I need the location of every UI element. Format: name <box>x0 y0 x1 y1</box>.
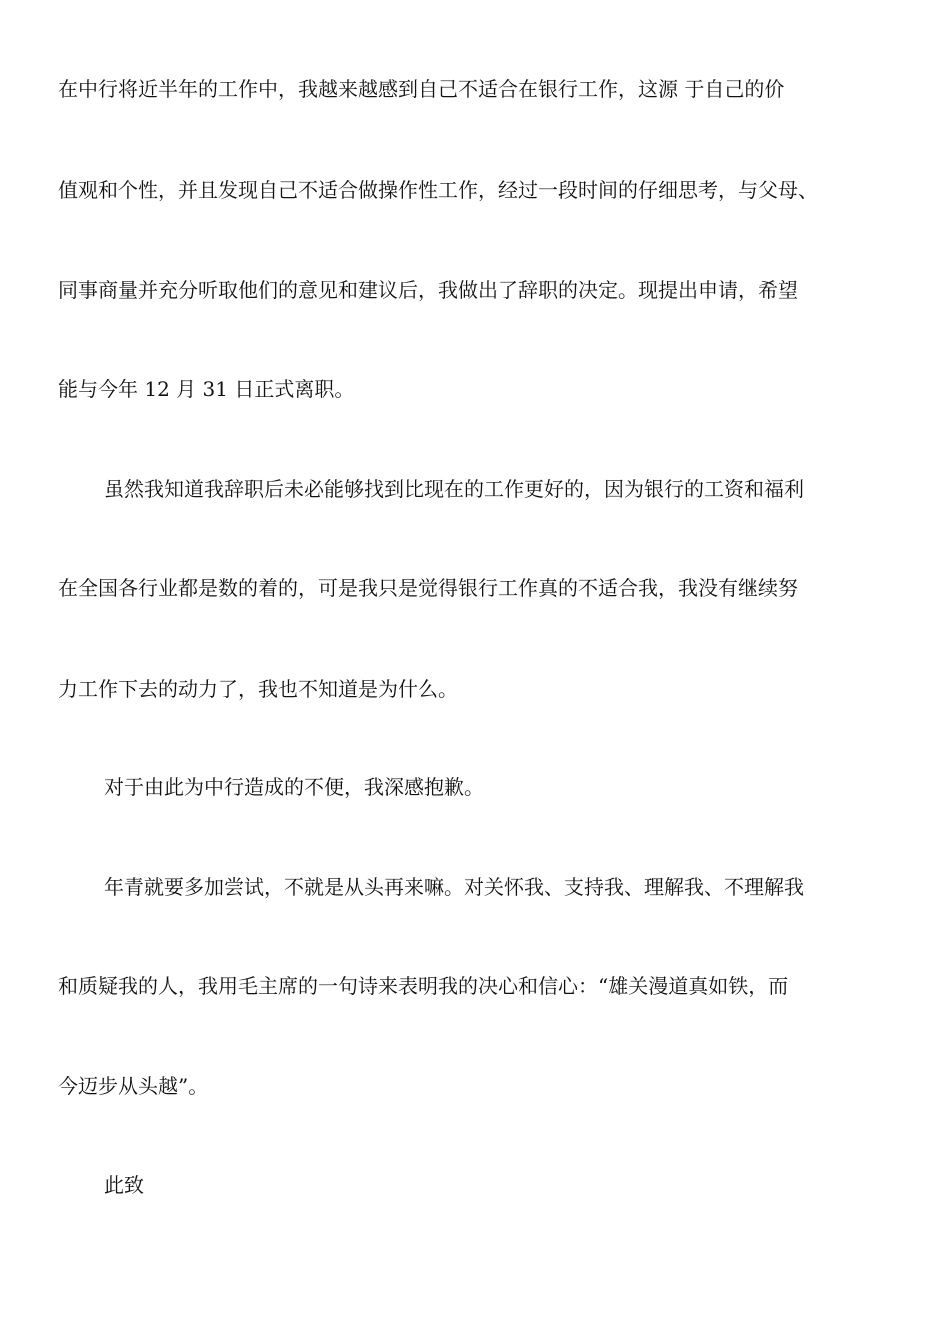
paragraph-1-line-3: 同事商量并充分听取他们的意见和建议后，我做出了辞职的决定。现提出申请，希望 <box>58 278 798 302</box>
paragraph-1-line-2: 值观和个性，并且发现自己不适合做操作性工作，经过一段时间的仔细思考，与父母、 <box>58 178 818 202</box>
paragraph-1-line-1: 在中行将近半年的工作中，我越来越感到自己不适合在银行工作，这源 于自己的价 <box>58 77 785 101</box>
paragraph-4-line-1: 年青就要多加尝试，不就是从头再来嘛。对关怀我、支持我、理解我、不理解我 <box>104 875 804 899</box>
paragraph-2-line-1: 虽然我知道我辞职后未必能够找到比现在的工作更好的，因为银行的工资和福利 <box>104 477 804 501</box>
paragraph-3-line-1: 对于由此为中行造成的不便，我深感抱歉。 <box>104 775 484 799</box>
paragraph-1-line-4: 能与今年 12 月 31 日正式离职。 <box>58 377 355 401</box>
paragraph-4-line-2: 和质疑我的人，我用毛主席的一句诗来表明我的决心和信心：“雄关漫道真如铁，而 <box>58 974 789 998</box>
paragraph-2-line-2: 在全国各行业都是数的着的，可是我只是觉得银行工作真的不适合我，我没有继续努 <box>58 576 798 600</box>
paragraph-4-line-3: 今迈步从头越”。 <box>58 1074 209 1098</box>
paragraph-2-line-3: 力工作下去的动力了，我也不知道是为什么。 <box>58 677 458 701</box>
closing-salutation: 此致 <box>104 1173 144 1197</box>
